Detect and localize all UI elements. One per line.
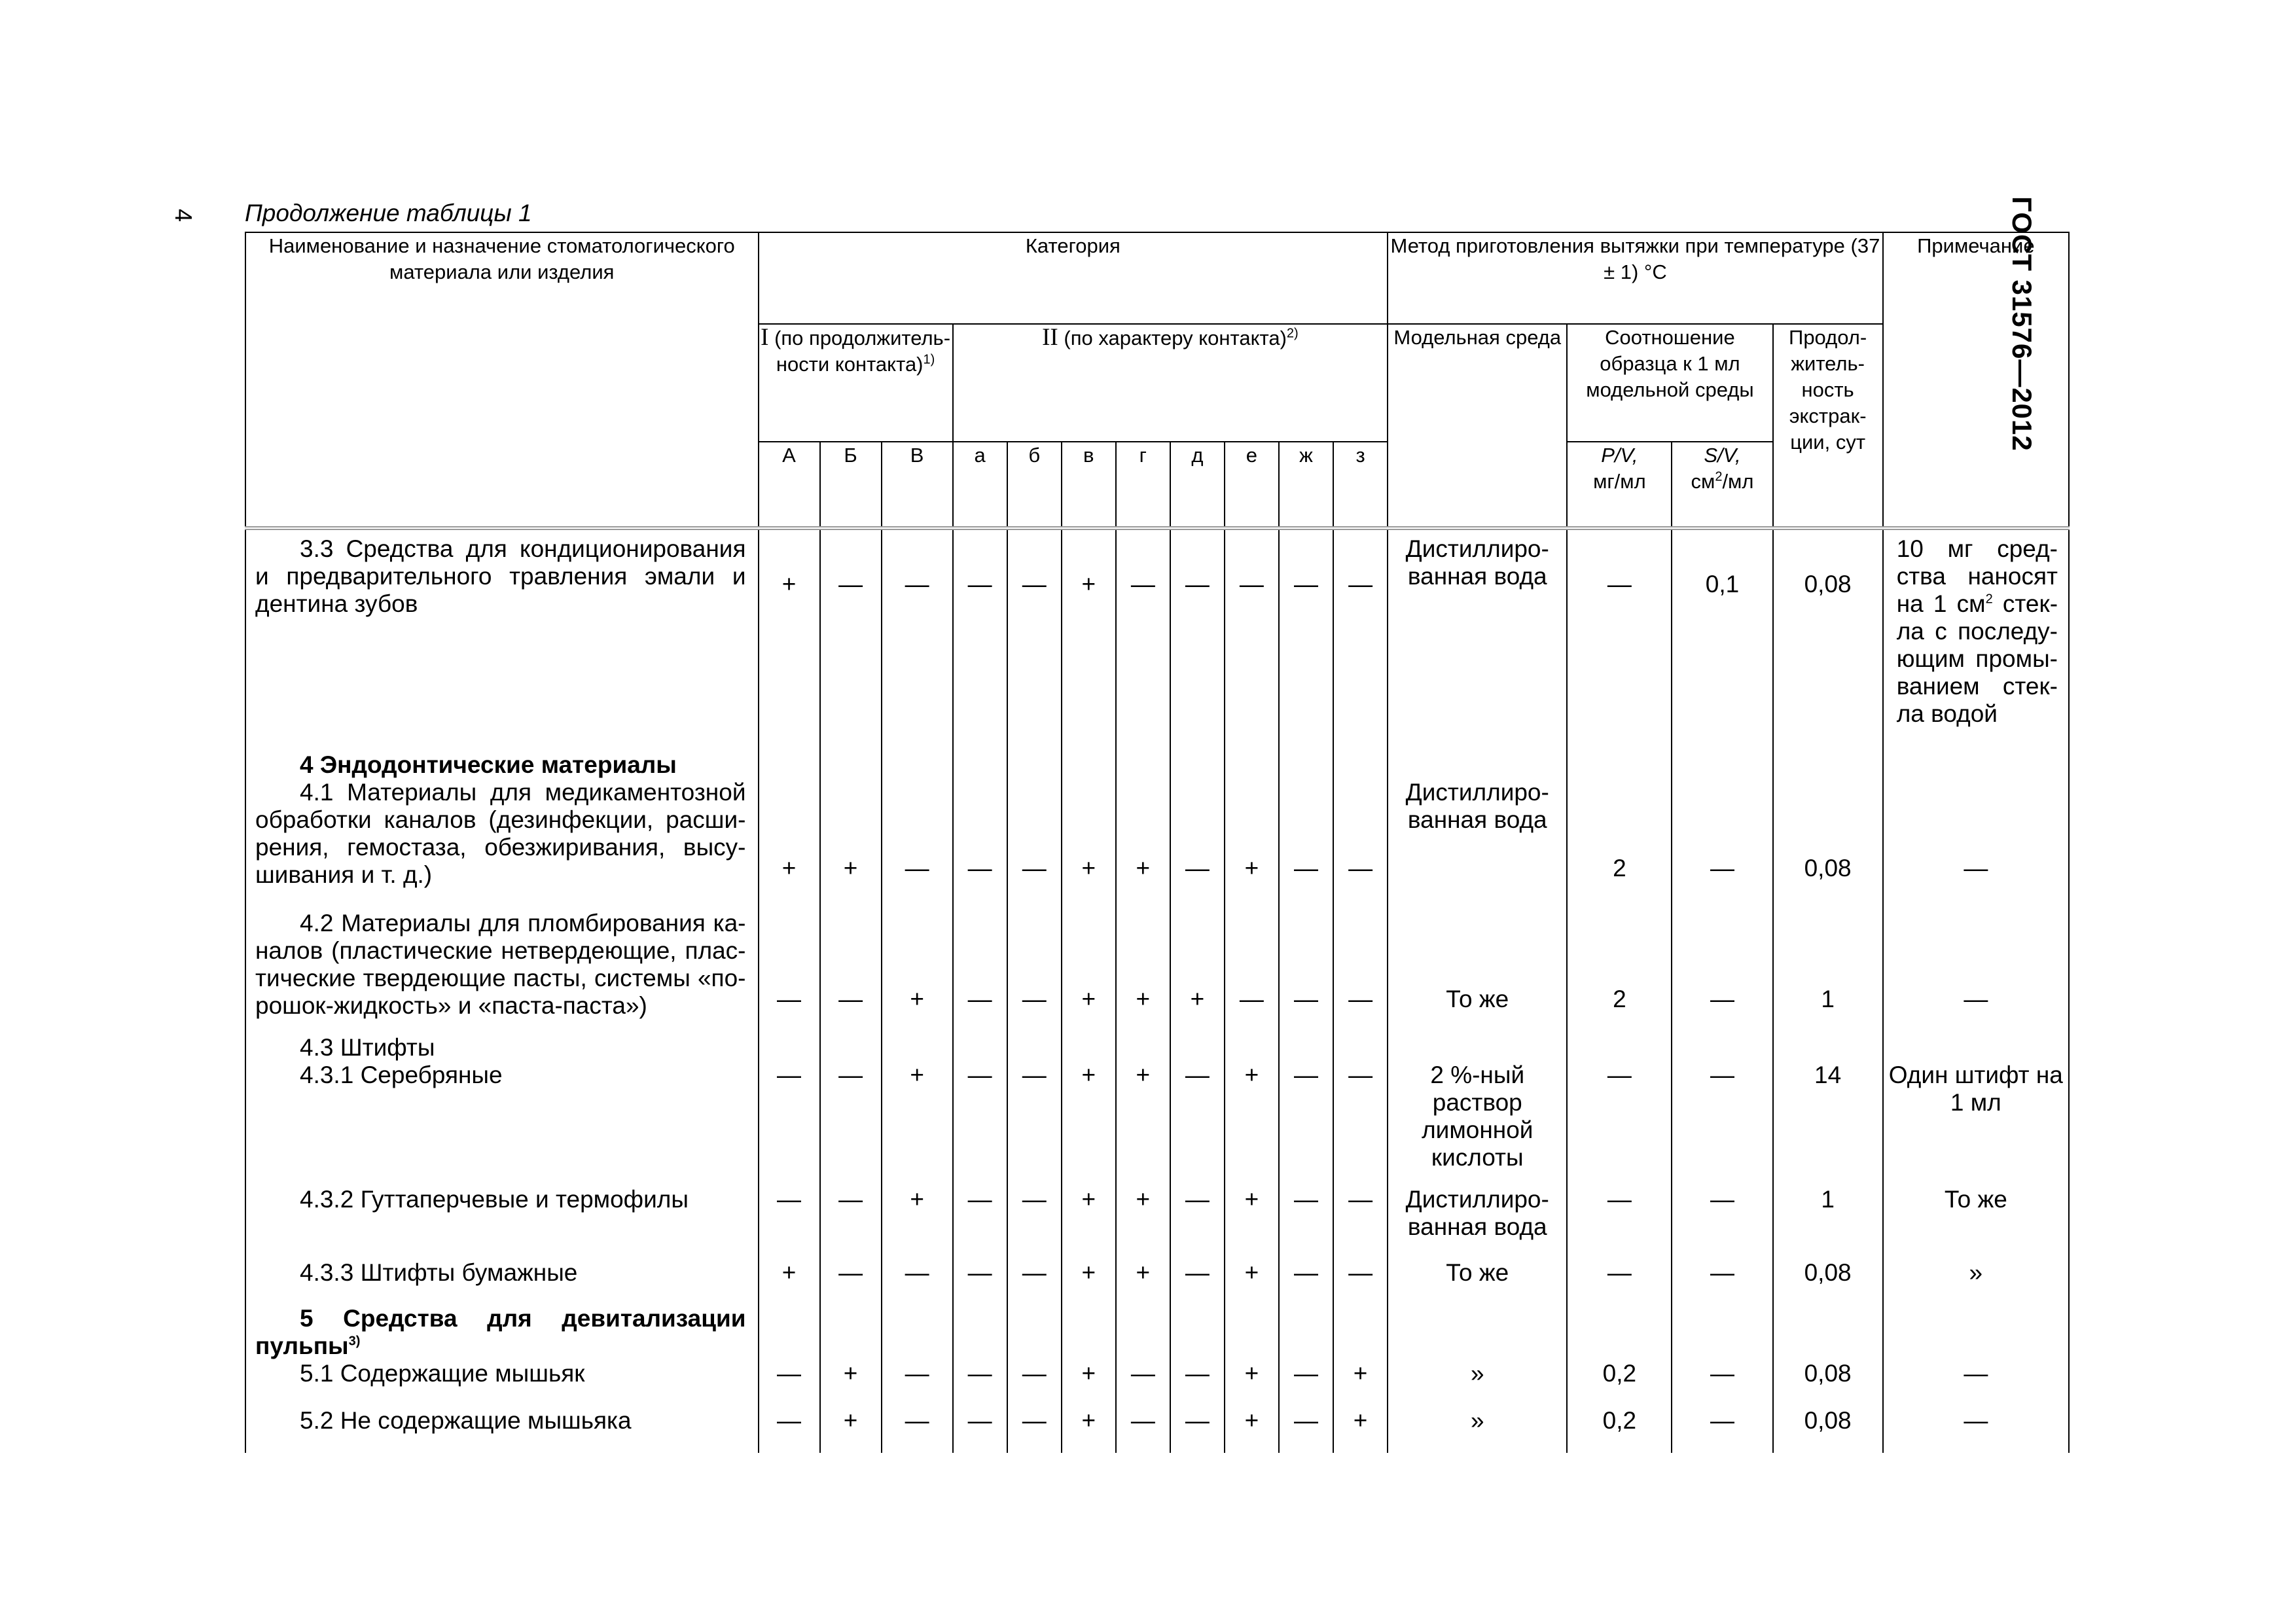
cell-pv: — [1567,535,1672,751]
cell-sv: 0,1 [1672,535,1772,751]
category-mark: — [1279,1360,1333,1407]
empty-cell [1388,1305,1567,1360]
material-name [245,779,759,910]
table-caption: Продолжение таблицы 1 [245,200,532,226]
category-mark: — [953,1259,1007,1305]
category-mark: — [1007,535,1062,751]
note-cell [1883,535,2069,751]
category-mark: — [1007,1186,1062,1259]
material-name [245,1407,759,1453]
cell-duration: 0,08 [1773,1360,1883,1407]
heading-text [255,1034,746,1061]
table-row [245,1407,2069,1453]
materials-table [245,232,2070,1453]
category-mark: + [1062,1061,1116,1186]
table-row [245,1186,2069,1259]
material-name-text: 5.1 Содержащие мышьяк [300,1360,585,1387]
cell-duration: 0,08 [1773,535,1883,751]
category-mark: — [882,1407,953,1453]
empty-cell [882,751,953,779]
category-mark: + [820,779,882,910]
material-name [245,535,759,751]
category-mark: + [1062,1259,1116,1305]
model-medium: То же [1388,1259,1567,1305]
empty-cell [1773,1305,1883,1360]
category-mark: — [953,1360,1007,1407]
empty-cell [953,1305,1007,1360]
empty-cell [1279,1305,1333,1360]
material-name-text: 4.1 Материалы для медикаментозной обработки каналов (дезинфекции, расширения, гемостаза, обезжиривания, высушивания и т. д.) [255,779,746,888]
cell-pv: — [1567,1186,1672,1259]
note-cell: — [1883,1360,2069,1407]
header-col-0: А [759,442,820,528]
category-mark: — [882,1259,953,1305]
category-mark: + [1116,1259,1170,1305]
category-mark: — [1007,1259,1062,1305]
category-mark: — [1170,1186,1225,1259]
category-mark: + [1116,1061,1170,1186]
table-header [245,232,2069,528]
category-mark: — [1170,1360,1225,1407]
category-mark: + [882,910,953,1034]
note-cell: То же [1883,1186,2069,1259]
note-cell: — [1883,779,2069,910]
cell-sv: — [1672,1186,1772,1259]
heading-label: 4.3 Штифты [300,1034,435,1061]
empty-cell [1225,751,1279,779]
model-medium: Дистиллированная вода [1388,779,1567,910]
empty-cell [1567,1034,1672,1061]
category-mark: — [1279,535,1333,751]
category-mark: — [1279,779,1333,910]
material-name-text: 4.3.2 Гуттаперчевые и термофилы [300,1186,689,1213]
category-mark: + [1225,1259,1279,1305]
cell-sv: — [1672,779,1772,910]
cell-pv: — [1567,1259,1672,1305]
category-mark: — [1279,1259,1333,1305]
footnote-ref: 3) [348,1334,361,1349]
category-mark: + [1062,1186,1116,1259]
category-mark: + [759,779,820,910]
category-mark: — [1007,1360,1062,1407]
model-medium: Дистиллированная вода [1388,1186,1567,1259]
header-category: Категория [759,232,1388,324]
section-heading [245,1305,759,1360]
category-mark: — [953,1186,1007,1259]
table-body [245,528,2069,1453]
empty-cell [1333,1034,1388,1061]
header-col-2: В [882,442,953,528]
model-medium: Дистиллированная вода [1388,535,1567,751]
empty-cell [1116,1034,1170,1061]
page-number: 4 [170,208,198,223]
material-name [245,1259,759,1305]
cell-duration: 0,08 [1773,1259,1883,1305]
category-mark: + [1062,535,1116,751]
empty-cell [1170,1034,1225,1061]
empty-cell [820,1305,882,1360]
cell-duration: 0,08 [1773,1407,1883,1453]
category-mark: — [953,1407,1007,1453]
model-medium: » [1388,1407,1567,1453]
header-method: Метод приготовления вытяжки при температуре (37 ± 1) °С [1388,232,1883,324]
cell-sv: — [1672,1360,1772,1407]
empty-cell [1007,1305,1062,1360]
cell-pv: 2 [1567,779,1672,910]
header-category-2: II (по характеру контакта)$^{2)}$ [953,324,1388,442]
table-row [245,751,2069,779]
empty-cell [882,1034,953,1061]
category-mark: + [1225,779,1279,910]
header-col-4: б [1007,442,1062,528]
category-mark: — [820,1259,882,1305]
table-row [245,1061,2069,1186]
standard-code: ГОСТ 31576—2012 [2007,196,2037,452]
category-mark: — [1279,1061,1333,1186]
cell-duration: 1 [1773,910,1883,1034]
empty-cell [820,1034,882,1061]
category-mark: — [1279,1407,1333,1453]
empty-cell [1170,1305,1225,1360]
header-sv: S/V, $см^2/мл$ [1672,442,1772,528]
header-name: Наименование и назначение стоматологического материала или изделия [245,232,759,528]
empty-cell [1773,1034,1883,1061]
cell-sv: — [1672,1259,1772,1305]
material-name [245,910,759,1034]
category-mark: — [820,1186,882,1259]
category-mark: — [953,1061,1007,1186]
empty-cell [1333,751,1388,779]
category-mark: — [1170,1407,1225,1453]
category-mark: + [1333,1407,1388,1453]
subsection-heading [245,1034,759,1061]
cell-pv: 0,2 [1567,1407,1672,1453]
header-pv: P/V, мг/мл [1567,442,1672,528]
category-mark: — [1279,1186,1333,1259]
empty-cell [759,751,820,779]
header-col-5: в [1062,442,1116,528]
material-name-text: 5.2 Не содержащие мышьяка [300,1407,632,1434]
material-name [245,1186,759,1259]
cell-sv: — [1672,910,1772,1034]
category-mark: — [1007,779,1062,910]
header-ratio: Соотношение образца к 1 мл модельной среды [1567,324,1772,442]
model-medium: 2 %-ный раствор лимонной кислоты [1388,1061,1567,1186]
material-name-text: 4.3.3 Штифты бумажные [300,1259,578,1286]
category-mark: — [1333,1061,1388,1186]
category-mark: + [1116,779,1170,910]
category-mark: — [759,1407,820,1453]
category-mark: — [1333,1186,1388,1259]
cell-sv: — [1672,1061,1772,1186]
category-mark: — [882,779,953,910]
category-mark: — [1170,1259,1225,1305]
empty-cell [1116,751,1170,779]
cell-duration: 0,08 [1773,779,1883,910]
cell-pv: 2 [1567,910,1672,1034]
empty-cell [1116,1305,1170,1360]
section-heading [245,751,759,779]
category-mark: — [1333,535,1388,751]
header-category-1: I (по продолжительности контакта)$^{1)}$ [759,324,953,442]
category-mark: — [759,1186,820,1259]
empty-cell [1883,1034,2069,1061]
category-mark: + [1062,1407,1116,1453]
category-mark: — [759,1061,820,1186]
empty-cell [820,751,882,779]
category-mark: — [1225,910,1279,1034]
category-mark: — [1170,779,1225,910]
category-mark: + [820,1360,882,1407]
header-col-6: г [1116,442,1170,528]
category-mark: — [1007,910,1062,1034]
cell-duration: 14 [1773,1061,1883,1186]
note-cell: — [1883,1407,2069,1453]
category-mark: — [953,535,1007,751]
category-mark: + [759,535,820,751]
empty-cell [1388,751,1567,779]
category-mark: + [1062,910,1116,1034]
heading-label: 4 Эндодонтические материалы [300,751,677,778]
note-cell: — [1883,910,2069,1034]
empty-cell [953,751,1007,779]
empty-cell [1672,1034,1772,1061]
category-mark: — [1170,535,1225,751]
category-mark: — [1170,1061,1225,1186]
model-medium: То же [1388,910,1567,1034]
category-mark: + [1225,1407,1279,1453]
empty-cell [1279,1034,1333,1061]
empty-cell [882,1305,953,1360]
category-mark: + [1116,910,1170,1034]
empty-cell [1007,751,1062,779]
category-mark: — [953,910,1007,1034]
table-row [245,910,2069,1034]
category-mark: + [820,1407,882,1453]
empty-cell [953,1034,1007,1061]
header-duration: Продолжительность экстракции, сут [1773,324,1883,528]
empty-cell [1007,1034,1062,1061]
empty-cell [1567,1305,1672,1360]
category-mark: — [1116,1407,1170,1453]
category-mark: + [882,1061,953,1186]
empty-cell [1672,1305,1772,1360]
category-mark: + [1170,910,1225,1034]
category-mark: + [1225,1360,1279,1407]
header-col-10: з [1333,442,1388,528]
category-mark: — [759,910,820,1034]
category-mark: + [882,1186,953,1259]
empty-cell [1883,1305,2069,1360]
empty-cell [1567,751,1672,779]
table-row [245,1259,2069,1305]
heading-text [255,751,746,779]
category-mark: + [759,1259,820,1305]
note-part: стекла с последующим промыванием стекла водой [1896,590,2058,727]
category-mark: — [1116,1360,1170,1407]
note-part: 2 [1985,592,1993,607]
category-mark: — [1116,535,1170,751]
header-col-7: д [1170,442,1225,528]
material-name-text: 4.3.1 Серебряные [300,1061,503,1088]
model-medium: » [1388,1360,1567,1407]
empty-cell [1062,1034,1116,1061]
category-mark: — [820,535,882,751]
category-mark: — [1333,1259,1388,1305]
category-mark: — [1007,1407,1062,1453]
cell-pv: — [1567,1061,1672,1186]
empty-cell [759,1305,820,1360]
note-part: 10 мг средства наносят на 1 см [1896,535,2058,617]
table-row [245,1034,2069,1061]
empty-cell [1225,1034,1279,1061]
material-name [245,1061,759,1186]
category-mark: — [882,1360,953,1407]
table-row [245,535,2069,751]
cell-sv: — [1672,1407,1772,1453]
empty-cell [1333,1305,1388,1360]
empty-cell [1062,751,1116,779]
empty-cell [1773,751,1883,779]
category-mark: — [1279,910,1333,1034]
header-col-8: е [1225,442,1279,528]
material-name [245,1360,759,1407]
cell-duration: 1 [1773,1186,1883,1259]
category-mark: + [1062,1360,1116,1407]
category-mark: — [953,779,1007,910]
note-cell: Один штифт на 1 мл [1883,1061,2069,1186]
heading-text [255,1305,746,1360]
category-mark: + [1225,1061,1279,1186]
empty-cell [1062,1305,1116,1360]
category-mark: — [1333,779,1388,910]
empty-cell [1225,1305,1279,1360]
category-mark: + [1333,1360,1388,1407]
category-mark: — [882,535,953,751]
header-note: Примечание [1883,232,2069,528]
heading-label: 5 Средства для девитализации пульпы [255,1305,746,1359]
material-name-text: 4.2 Материалы для пломбирования каналов (пластические нетвердеющие, пластические твердеющие пасты, системы «порошок-жидкость» и «паста-паста») [255,910,746,1019]
empty-cell [759,1034,820,1061]
category-mark: — [1333,910,1388,1034]
category-mark: — [820,1061,882,1186]
empty-cell [1672,751,1772,779]
category-mark: — [1225,535,1279,751]
header-col-9: ж [1279,442,1333,528]
header-medium: Модельная среда [1388,324,1567,528]
empty-cell [1388,1034,1567,1061]
category-mark: — [759,1360,820,1407]
material-name-text: 3.3 Средства для кондиционирования и предварительного травления эмали и дентина зубов [255,535,746,617]
table-row [245,1360,2069,1407]
header-col-3: а [953,442,1007,528]
table-row [245,779,2069,910]
category-mark: — [820,910,882,1034]
header-col-1: Б [820,442,882,528]
table-row [245,1305,2069,1360]
note-cell: » [1883,1259,2069,1305]
category-mark: — [1007,1061,1062,1186]
category-mark: + [1062,779,1116,910]
empty-cell [1279,751,1333,779]
empty-cell [1883,751,2069,779]
category-mark: + [1116,1186,1170,1259]
category-mark: + [1225,1186,1279,1259]
cell-pv: 0,2 [1567,1360,1672,1407]
empty-cell [1170,751,1225,779]
